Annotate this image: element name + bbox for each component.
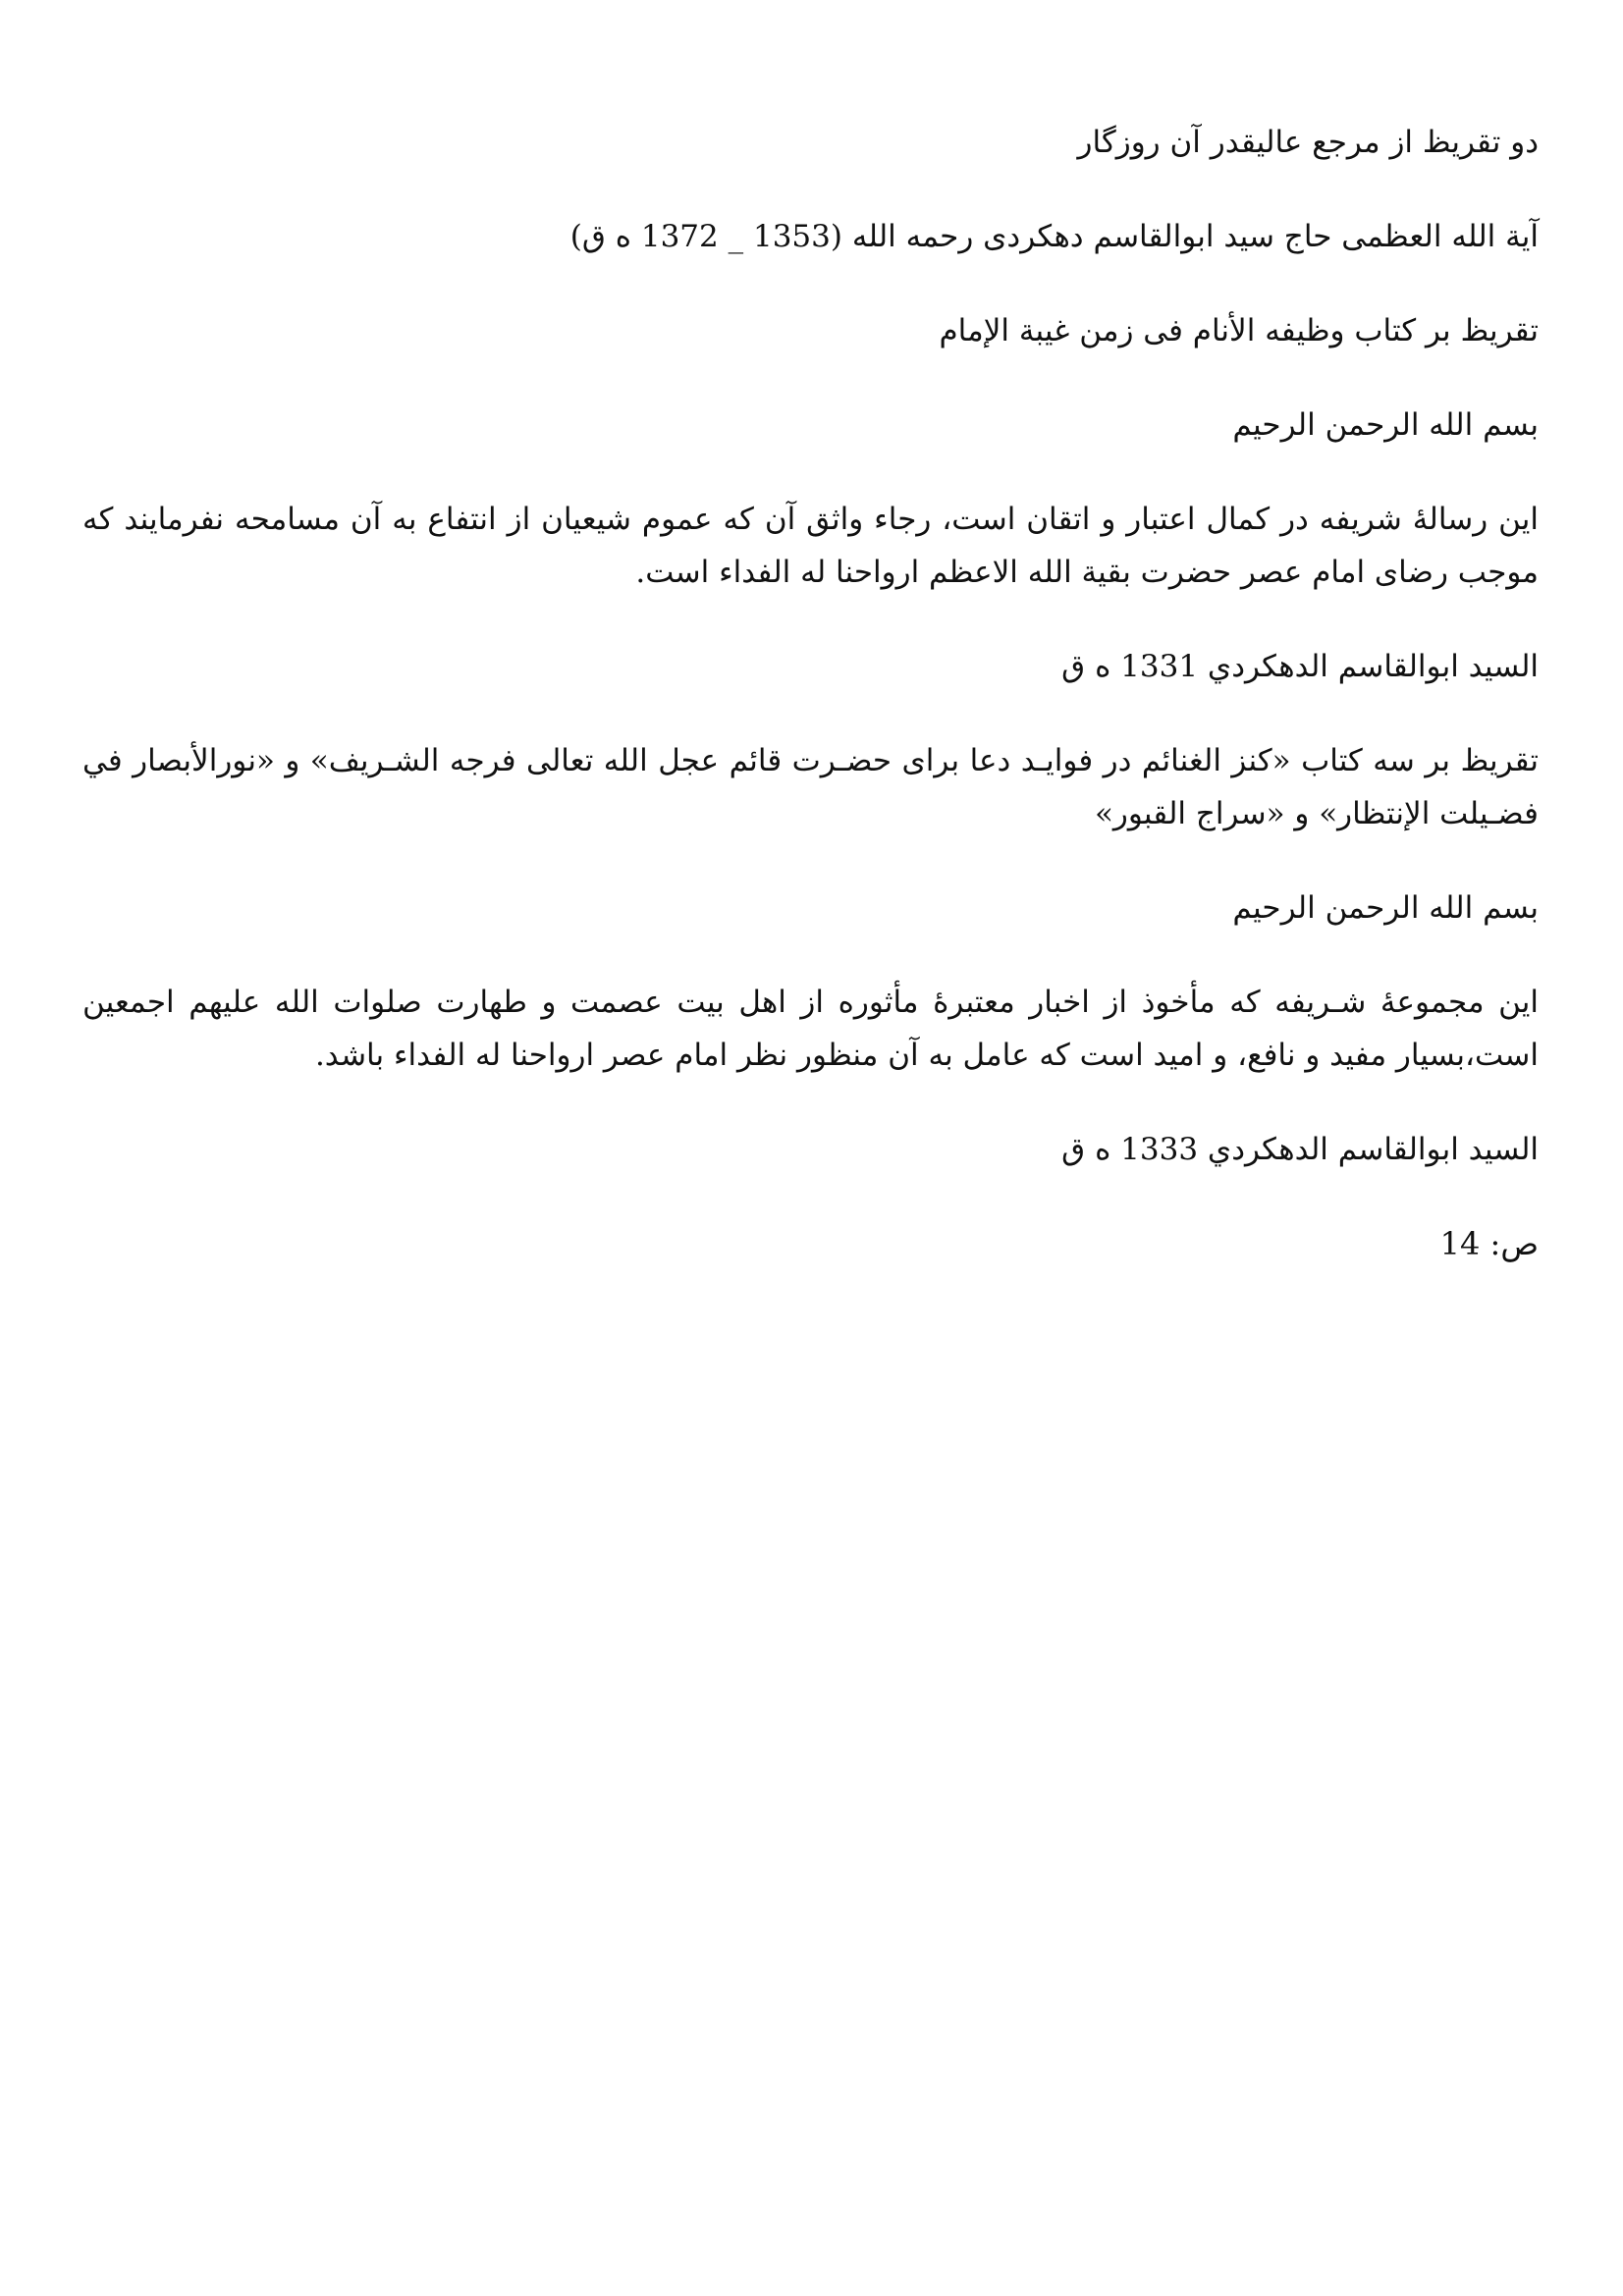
paragraph-one: این رسالهٔ شریفه در کمال اعتبار و اتقان است، رجاء واثق آن که عموم شیعیان از انتفاع به آن مسامحه نفرمایند که موجب رضای امام عصر حضرت بقیة الله الاعظم ارواحنا له الفداء است.: [82, 502, 1539, 590]
book-two-title: تقریظ بر سه کتاب «کنز الغنائم در فوایـد دعا برای حضـرت قائم عجل الله تعالی فرجه الشـریف» و «نورالأبصار في فضـیلت الإنتظار» و «سراج القبور»: [82, 743, 1539, 831]
basmala-one: بسم الله الرحمن الرحيم: [1232, 407, 1539, 443]
signature-two: السید ابوالقاسم الدهکردي 1333 ه ق: [1061, 1132, 1539, 1167]
document-content: [82, 116, 1539, 1270]
authority-line: آیة الله العظمی حاج سید ابوالقاسم دهکردی رحمه الله (1353 _ 1372 ه ق): [569, 219, 1539, 254]
paragraph-two: این مجموعهٔ شـریفه که مأخوذ از اخبار معتبرهٔ مأثوره از اهل بیت عصمت و طهارت صلوات الله علیهم اجمعین است،بسیار مفید و نافع، و امید است که عامل به آن منظور نظر امام عصر ارواحنا له الفداء باشد.: [82, 985, 1539, 1073]
basmala-two: بسم الله الرحمن الرحيم: [1232, 890, 1539, 926]
heading-line: دو تقریظ از مرجع عالیقدر آن روزگار: [1077, 125, 1539, 160]
book-one-title: تقریظ بر کتاب وظیفه الأنام فی زمن غیبة الإمام: [939, 313, 1539, 348]
page-number: ص: 14: [1439, 1225, 1539, 1262]
signature-one: السید ابوالقاسم الدهکردي 1331 ه ق: [1061, 649, 1539, 684]
